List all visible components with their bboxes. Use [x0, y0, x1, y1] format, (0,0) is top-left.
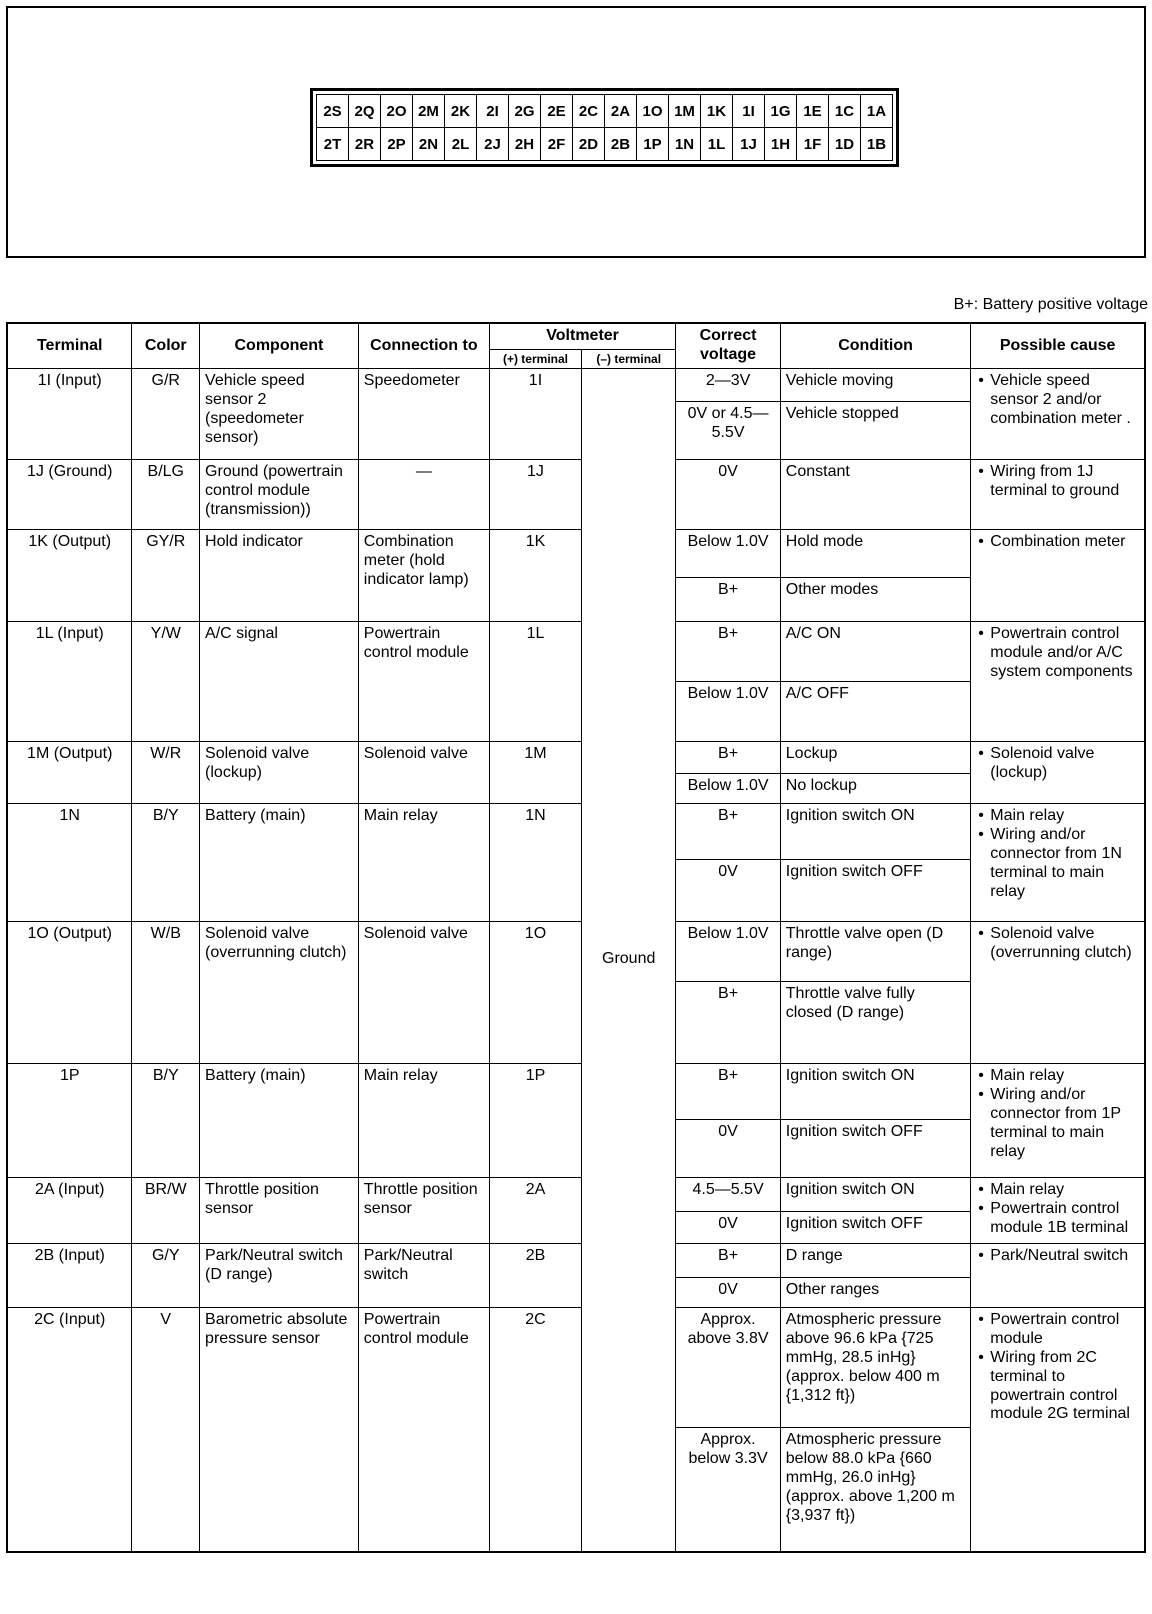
cause-list [976, 625, 1139, 682]
condition-cell: Hold mode [780, 530, 971, 578]
component-cell: Vehicle speed sensor 2 (speedometer sensor) [200, 369, 359, 460]
correct-voltage-cell: 4.5—5.5V [676, 1178, 780, 1212]
terminal-cell: 2C (Input) [7, 1308, 132, 1552]
connector-pin: 1K [701, 95, 733, 128]
cause-list [976, 807, 1139, 901]
connector-pin: 2F [541, 128, 573, 161]
connection-cell: Speedometer [358, 369, 489, 460]
condition-cell: Other ranges [780, 1278, 971, 1308]
condition-cell: D range [780, 1244, 971, 1278]
component-cell: Hold indicator [200, 530, 359, 622]
correct-voltage-cell: 2—3V [676, 369, 780, 402]
table-row [7, 369, 1145, 402]
connector-pin: 1P [637, 128, 669, 161]
correct-voltage-cell: B+ [676, 804, 780, 860]
condition-cell: A/C OFF [780, 682, 971, 742]
cause-item: • Solenoid valve (overrunning clutch) [990, 925, 1139, 963]
color-cell: Y/W [132, 622, 200, 742]
connector-pin: 2O [381, 95, 413, 128]
correct-voltage-cell: B+ [676, 742, 780, 774]
condition-cell: Ignition switch ON [780, 1178, 971, 1212]
condition-cell: No lockup [780, 774, 971, 804]
connector-pin-row [317, 128, 893, 161]
table-row [7, 1244, 1145, 1278]
connection-cell: Combination meter (hold indicator lamp) [358, 530, 489, 622]
possible-cause-cell [971, 460, 1145, 530]
component-cell: Ground (powertrain control module (transmission)) [200, 460, 359, 530]
plus-terminal-cell: 1L [489, 622, 581, 742]
condition-cell: Constant [780, 460, 971, 530]
connector-pin: 1N [669, 128, 701, 161]
table-row [7, 460, 1145, 530]
color-cell: B/LG [132, 460, 200, 530]
color-cell: B/Y [132, 1064, 200, 1178]
cause-item: • Wiring from 1J terminal to ground [990, 463, 1139, 501]
cause-item: • Park/Neutral switch [990, 1247, 1139, 1266]
header-color: Color [132, 323, 200, 369]
header-terminal: Terminal [7, 323, 132, 369]
plus-terminal-cell: 1I [489, 369, 581, 460]
plus-terminal-cell: 1J [489, 460, 581, 530]
cause-list [976, 1311, 1139, 1424]
connector-pin: 1D [829, 128, 861, 161]
cause-item: • Vehicle speed sensor 2 and/or combination meter . [990, 372, 1139, 429]
color-cell: GY/R [132, 530, 200, 622]
cause-list [976, 463, 1139, 501]
condition-cell: Other modes [780, 578, 971, 622]
header-voltmeter: Voltmeter [489, 323, 675, 349]
correct-voltage-cell: B+ [676, 1064, 780, 1120]
correct-voltage-cell: 0V [676, 460, 780, 530]
connector-pin: 2D [573, 128, 605, 161]
connector-pin: 2E [541, 95, 573, 128]
terminal-cell: 1N [7, 804, 132, 922]
connection-cell: Park/Neutral switch [358, 1244, 489, 1308]
connector-pin: 1J [733, 128, 765, 161]
possible-cause-cell [971, 1178, 1145, 1244]
plus-terminal-cell: 2A [489, 1178, 581, 1244]
table-row [7, 922, 1145, 982]
cause-item: • Powertrain control module and/or A/C system components [990, 625, 1139, 682]
possible-cause-cell [971, 1244, 1145, 1308]
plus-terminal-cell: 1N [489, 804, 581, 922]
connector-pin-row [317, 95, 893, 128]
cause-list [976, 1181, 1139, 1238]
component-cell: Throttle position sensor [200, 1178, 359, 1244]
cause-item: • Solenoid valve (lockup) [990, 745, 1139, 783]
connector-pin: 1L [701, 128, 733, 161]
connector-pin: 2G [509, 95, 541, 128]
connection-cell: Main relay [358, 804, 489, 922]
connector-pin: 1A [861, 95, 893, 128]
terminal-cell: 1M (Output) [7, 742, 132, 804]
color-cell: G/R [132, 369, 200, 460]
correct-voltage-cell: B+ [676, 982, 780, 1064]
component-cell: Battery (main) [200, 1064, 359, 1178]
connector-pin: 1O [637, 95, 669, 128]
terminal-cell: 1L (Input) [7, 622, 132, 742]
connector-pin: 2J [477, 128, 509, 161]
color-cell: W/R [132, 742, 200, 804]
cause-item: • Main relay [990, 807, 1139, 826]
possible-cause-cell [971, 530, 1145, 622]
table-row [7, 1308, 1145, 1428]
table-row [7, 804, 1145, 860]
cause-item: • Wiring from 2C terminal to powertrain control module 2G terminal [990, 1349, 1139, 1425]
connector-pin: 1B [861, 128, 893, 161]
header-component: Component [200, 323, 359, 369]
connection-cell: Solenoid valve [358, 922, 489, 1064]
connector-pin: 1G [765, 95, 797, 128]
correct-voltage-cell: Below 1.0V [676, 682, 780, 742]
connector-pin: 2N [413, 128, 445, 161]
color-cell: BR/W [132, 1178, 200, 1244]
cause-list [976, 1247, 1139, 1266]
condition-cell: Ignition switch OFF [780, 1212, 971, 1244]
connection-cell: Powertrain control module [358, 622, 489, 742]
connector-pin: 2H [509, 128, 541, 161]
terminal-cell: 2B (Input) [7, 1244, 132, 1308]
header-connection: Connection to [358, 323, 489, 369]
plus-terminal-cell: 1M [489, 742, 581, 804]
connector-pin: 2Q [349, 95, 381, 128]
color-cell: V [132, 1308, 200, 1552]
correct-voltage-cell: Approx. below 3.3V [676, 1428, 780, 1552]
terminal-cell: 1P [7, 1064, 132, 1178]
correct-voltage-cell: 0V [676, 1212, 780, 1244]
component-cell: Solenoid valve (overrunning clutch) [200, 922, 359, 1064]
condition-cell: Throttle valve fully closed (D range) [780, 982, 971, 1064]
possible-cause-cell [971, 804, 1145, 922]
plus-terminal-cell: 2C [489, 1308, 581, 1552]
color-cell: G/Y [132, 1244, 200, 1308]
condition-cell: Ignition switch OFF [780, 860, 971, 922]
condition-cell: Throttle valve open (D range) [780, 922, 971, 982]
correct-voltage-cell: B+ [676, 578, 780, 622]
possible-cause-cell [971, 922, 1145, 1064]
terminal-cell: 1K (Output) [7, 530, 132, 622]
connection-cell: Powertrain control module [358, 1308, 489, 1552]
cause-list [976, 745, 1139, 783]
correct-voltage-cell: B+ [676, 622, 780, 682]
cause-list [976, 925, 1139, 963]
cause-item: • Wiring and/or connector from 1P terminal to main relay [990, 1086, 1139, 1162]
battery-voltage-note: B+: Battery positive voltage [953, 296, 1148, 313]
connector-pin: 2B [605, 128, 637, 161]
connector-pin: 1E [797, 95, 829, 128]
plus-terminal-cell: 1K [489, 530, 581, 622]
condition-cell: Atmospheric pressure above 96.6 kPa {725 mmHg, 28.5 inHg} (approx. below 400 m {1,312 ft}) [780, 1308, 971, 1428]
connector-pin: 2R [349, 128, 381, 161]
terminal-cell: 1O (Output) [7, 922, 132, 1064]
plus-terminal-cell: 1P [489, 1064, 581, 1178]
connector-diagram [310, 88, 899, 167]
table-row [7, 622, 1145, 682]
correct-voltage-cell: Approx. above 3.8V [676, 1308, 780, 1428]
cause-list [976, 372, 1139, 429]
possible-cause-cell [971, 622, 1145, 742]
connector-pin-grid [316, 94, 893, 161]
connector-pin: 2A [605, 95, 637, 128]
condition-cell: Lockup [780, 742, 971, 774]
condition-cell: Ignition switch ON [780, 1064, 971, 1120]
component-cell: Battery (main) [200, 804, 359, 922]
connection-cell: Throttle position sensor [358, 1178, 489, 1244]
condition-cell: Ignition switch ON [780, 804, 971, 860]
terminal-voltage-table [6, 322, 1146, 1553]
cause-item: • Powertrain control module 1B terminal [990, 1200, 1139, 1238]
condition-cell: Ignition switch OFF [780, 1120, 971, 1178]
correct-voltage-cell: 0V [676, 1120, 780, 1178]
correct-voltage-cell: 0V [676, 860, 780, 922]
header-plus-terminal: (+) terminal [489, 349, 581, 368]
component-cell: Park/Neutral switch (D range) [200, 1244, 359, 1308]
table-body [7, 369, 1145, 1552]
header-condition: Condition [780, 323, 971, 369]
table-row [7, 1064, 1145, 1120]
condition-cell: A/C ON [780, 622, 971, 682]
minus-terminal-ground: Ground [582, 369, 676, 1552]
correct-voltage-cell: 0V or 4.5—5.5V [676, 402, 780, 460]
connector-pin: 2K [445, 95, 477, 128]
table-row [7, 1178, 1145, 1212]
connector-pin: 1M [669, 95, 701, 128]
condition-cell: Vehicle moving [780, 369, 971, 402]
connector-pin: 2M [413, 95, 445, 128]
cause-list [976, 1067, 1139, 1161]
connector-pin: 2P [381, 128, 413, 161]
possible-cause-cell [971, 1308, 1145, 1552]
header-correct-voltage: Correct voltage [676, 323, 780, 369]
plus-terminal-cell: 1O [489, 922, 581, 1064]
color-cell: W/B [132, 922, 200, 1064]
terminal-cell: 1J (Ground) [7, 460, 132, 530]
connector-pin: 2L [445, 128, 477, 161]
terminal-cell: 2A (Input) [7, 1178, 132, 1244]
connector-diagram-frame [6, 6, 1146, 258]
connector-pin: 1I [733, 95, 765, 128]
correct-voltage-cell: B+ [676, 1244, 780, 1278]
cause-list [976, 533, 1139, 552]
possible-cause-cell [971, 1064, 1145, 1178]
cause-item: • Powertrain control module [990, 1311, 1139, 1349]
header-possible-cause: Possible cause [971, 323, 1145, 369]
component-cell: Solenoid valve (lockup) [200, 742, 359, 804]
possible-cause-cell [971, 369, 1145, 460]
plus-terminal-cell: 2B [489, 1244, 581, 1308]
connector-pin: 1C [829, 95, 861, 128]
connection-cell: — [358, 460, 489, 530]
connector-pin: 1H [765, 128, 797, 161]
connection-cell: Solenoid valve [358, 742, 489, 804]
condition-cell: Atmospheric pressure below 88.0 kPa {660 mmHg, 26.0 inHg} (approx. above 1,200 m {3,937 ft}) [780, 1428, 971, 1552]
table-row [7, 742, 1145, 774]
connection-cell: Main relay [358, 1064, 489, 1178]
cause-item: • Combination meter [990, 533, 1139, 552]
cause-item: • Main relay [990, 1181, 1139, 1200]
correct-voltage-cell: Below 1.0V [676, 530, 780, 578]
component-cell: A/C signal [200, 622, 359, 742]
correct-voltage-cell: Below 1.0V [676, 774, 780, 804]
correct-voltage-cell: Below 1.0V [676, 922, 780, 982]
connector-pin: 2S [317, 95, 349, 128]
header-minus-terminal: (–) terminal [582, 349, 676, 368]
connector-pin: 2T [317, 128, 349, 161]
connector-pin: 1F [797, 128, 829, 161]
color-cell: B/Y [132, 804, 200, 922]
correct-voltage-cell: 0V [676, 1278, 780, 1308]
component-cell: Barometric absolute pressure sensor [200, 1308, 359, 1552]
cause-item: • Wiring and/or connector from 1N terminal to main relay [990, 826, 1139, 902]
connector-pin: 2C [573, 95, 605, 128]
connector-pin: 2I [477, 95, 509, 128]
condition-cell: Vehicle stopped [780, 402, 971, 460]
terminal-cell: 1I (Input) [7, 369, 132, 460]
table-row [7, 530, 1145, 578]
cause-item: • Main relay [990, 1067, 1139, 1086]
possible-cause-cell [971, 742, 1145, 804]
